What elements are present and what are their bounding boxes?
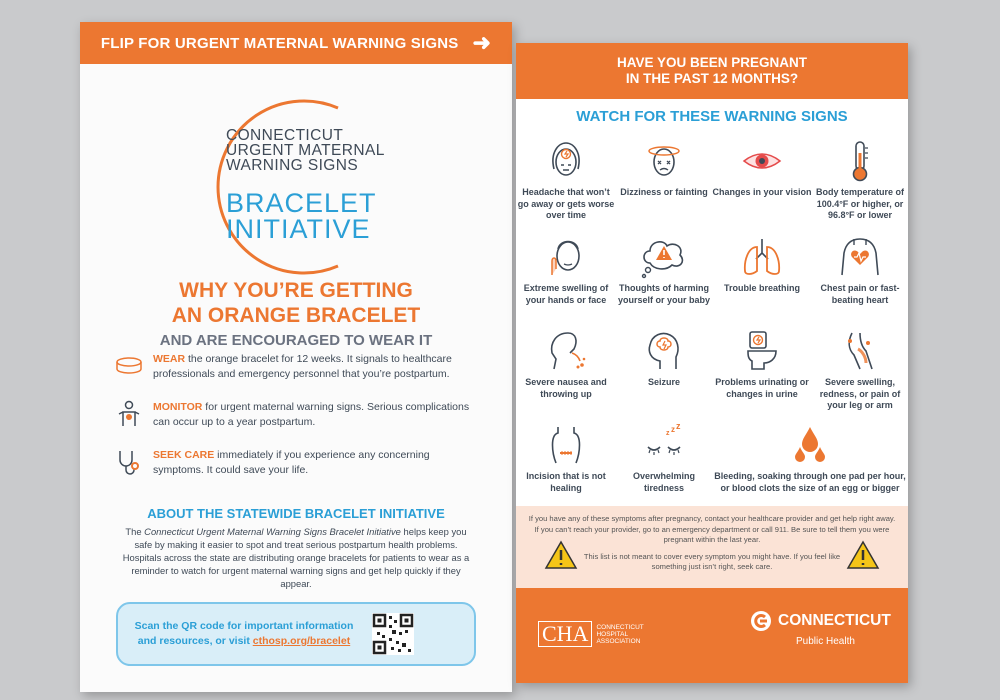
instruction-text: for urgent maternal warning signs. Serious complications can occur up to a year postpartum.: [153, 401, 470, 428]
sponsor-footer: [516, 588, 908, 683]
toilet-icon: [740, 329, 784, 373]
sign-temperature: [810, 139, 910, 222]
front-card: [80, 22, 512, 692]
sign-tiredness: [614, 423, 714, 494]
logo-circle-icon: [188, 94, 438, 279]
instruction-monitor: [115, 400, 475, 430]
warning-signs-title: WATCH FOR THESE WARNING SIGNS: [576, 108, 848, 125]
warning-triangle-icon: [846, 540, 880, 570]
flip-banner-text: FLIP FOR URGENT MATERNAL WARNING SIGNS: [100, 34, 459, 52]
stethoscope-icon: [115, 448, 143, 476]
svg-text:z: z: [676, 423, 681, 431]
sign-nausea: [516, 329, 616, 400]
back-card: [516, 43, 908, 683]
incision-icon: [544, 423, 588, 467]
logo-line: BRACELET: [226, 188, 377, 218]
sign-label: Seizure: [647, 377, 680, 387]
sign-incision: [516, 423, 616, 494]
sign-urination: [712, 329, 812, 400]
ct-name: CONNECTICUT: [778, 612, 891, 629]
why-heading: [80, 278, 512, 349]
seizure-icon: [642, 329, 686, 373]
logo-line: CONNECTICUT: [226, 127, 344, 144]
svg-text:z: z: [671, 425, 675, 434]
keyword-wear: WEAR: [153, 353, 186, 365]
ct-logo-icon: [750, 610, 772, 632]
instruction-text: immediately if you experience any concerning symptoms. It could save your life.: [153, 449, 430, 476]
sign-label: Extreme swelling of your hands or face: [523, 283, 609, 305]
banner-line-1: HAVE YOU BEEN PREGNANT: [616, 55, 808, 70]
bracelet-icon: [115, 352, 143, 380]
sign-label: Bleeding, soaking through one pad per hour, or blood clots the size of an egg or bigger: [714, 471, 906, 493]
cha-logo: [538, 621, 644, 647]
instruction-seek-care: [115, 448, 475, 478]
qr-callout: [116, 602, 476, 666]
about-body: [120, 525, 472, 590]
sign-bleeding: [712, 423, 908, 494]
qr-text: [134, 619, 354, 649]
instruction-wear: [115, 352, 475, 382]
thermometer-icon: [838, 139, 882, 183]
arrow-right-icon: ➜: [472, 30, 492, 55]
person-monitor-icon: [115, 400, 143, 428]
why-line-3: AND ARE ENCOURAGED TO WEAR IT: [159, 332, 433, 349]
eye-icon: [740, 139, 784, 183]
sign-label: Headache that won’t go away or gets worse over time: [517, 187, 615, 220]
nausea-icon: [544, 329, 588, 373]
cha-sub-line: ASSOCIATION: [596, 637, 641, 645]
keyword-seek-care: SEEK CARE: [153, 449, 215, 461]
logo-text-top: [226, 128, 385, 173]
sign-label: Severe swelling, redness, or pain of your leg or arm: [819, 377, 901, 410]
qr-instruction: Scan the QR code for important information and resources, or visit: [134, 620, 354, 647]
notice-text-1: If you have any of these symptoms after pregnancy, contact your healthcare provider and get help right away. If you can’t reach your provider, go to an emergency department or call 911. Be sure to tell them you were pregnant within the last year.: [528, 514, 896, 544]
thought-warning-icon: [640, 235, 688, 279]
cha-sub-line: HOSPITAL: [596, 630, 629, 638]
lungs-icon: [740, 235, 784, 279]
about-section: [120, 506, 472, 590]
swollen-face-icon: [544, 235, 588, 279]
sign-leg-swelling: [810, 329, 910, 412]
logo-line: URGENT MATERNAL: [226, 142, 385, 159]
sign-harm-thoughts: [614, 235, 714, 306]
sign-label: Thoughts of harming yourself or your baby: [617, 283, 711, 305]
initiative-name: Connecticut Urgent Maternal Warning Signs Bracelet Initiative: [144, 526, 401, 537]
pregnancy-banner: [516, 43, 908, 99]
chest-heart-icon: [838, 235, 882, 279]
sign-label: Severe nausea and throwing up: [525, 377, 607, 399]
dizziness-icon: [642, 139, 686, 183]
why-line-1: WHY YOU’RE GETTING: [179, 279, 413, 302]
qr-code-icon[interactable]: [372, 613, 414, 655]
warning-triangle-icon: [544, 540, 578, 570]
cha-wordmark: CHA: [538, 621, 592, 647]
sign-label: Chest pain or fast-beating heart: [820, 283, 900, 305]
sign-label: Incision that is not healing: [526, 471, 606, 493]
cha-subtitle: [596, 624, 643, 645]
sign-swelling: [516, 235, 616, 306]
sign-label: Overwhelming tiredness: [632, 471, 695, 493]
cha-sub-line: CONNECTICUT: [596, 623, 644, 631]
sign-chest-pain: [810, 235, 910, 306]
about-prefix: The: [125, 526, 145, 537]
tired-eyes-icon: [642, 423, 686, 467]
instruction-list: [115, 352, 475, 496]
ct-subtitle: Public Health: [796, 636, 855, 647]
sign-label: Dizziness or fainting: [620, 187, 708, 197]
sign-label: Problems urinating or changes in urine: [715, 377, 809, 399]
about-heading: ABOUT THE STATEWIDE BRACELET INITIATIVE: [147, 506, 445, 521]
keyword-monitor: MONITOR: [153, 401, 203, 413]
leg-pain-icon: [838, 329, 882, 373]
bracelet-link[interactable]: cthosp.org/bracelet: [252, 635, 351, 647]
sign-dizziness: [614, 139, 714, 199]
about-text: helps keep you safe by making it easier to spot and treat serious postpartum health problems. Hospitals across the state are distributing orange bracelets for patients to wear as a reminder to watch for urgent maternal warning signs and get help quickly if they appear.: [122, 526, 470, 589]
logo-line: WARNING SIGNS: [226, 157, 359, 174]
flip-banner: [80, 22, 512, 64]
sign-headache: [516, 139, 616, 222]
sign-label: Trouble breathing: [723, 283, 800, 293]
ct-public-health-logo: [750, 610, 891, 647]
logo-line: INITIATIVE: [226, 214, 371, 244]
instruction-text: the orange bracelet for 12 weeks. It signals to healthcare professionals and emergency personnel that you’re postpartum.: [153, 353, 452, 380]
svg-text:z: z: [666, 430, 670, 437]
sign-label: Changes in your vision: [712, 187, 812, 197]
sign-label: Body temperature of 100.4°F or higher, or 96.8°F or lower: [815, 187, 904, 220]
logo-text-bottom: [226, 190, 377, 242]
sign-vision: [712, 139, 812, 199]
banner-line-2: IN THE PAST 12 MONTHS?: [625, 71, 799, 86]
headache-icon: [544, 139, 588, 183]
sign-breathing: [712, 235, 812, 295]
why-line-2: AN ORANGE BRACELET: [171, 304, 421, 327]
notice-text-2: This list is not meant to cover every symptom you might have. If you feel like something just isn’t right, seek care.: [583, 551, 841, 571]
bracelet-initiative-logo: [188, 94, 438, 279]
blood-drops-icon: [788, 423, 832, 467]
sign-seizure: [614, 329, 714, 389]
